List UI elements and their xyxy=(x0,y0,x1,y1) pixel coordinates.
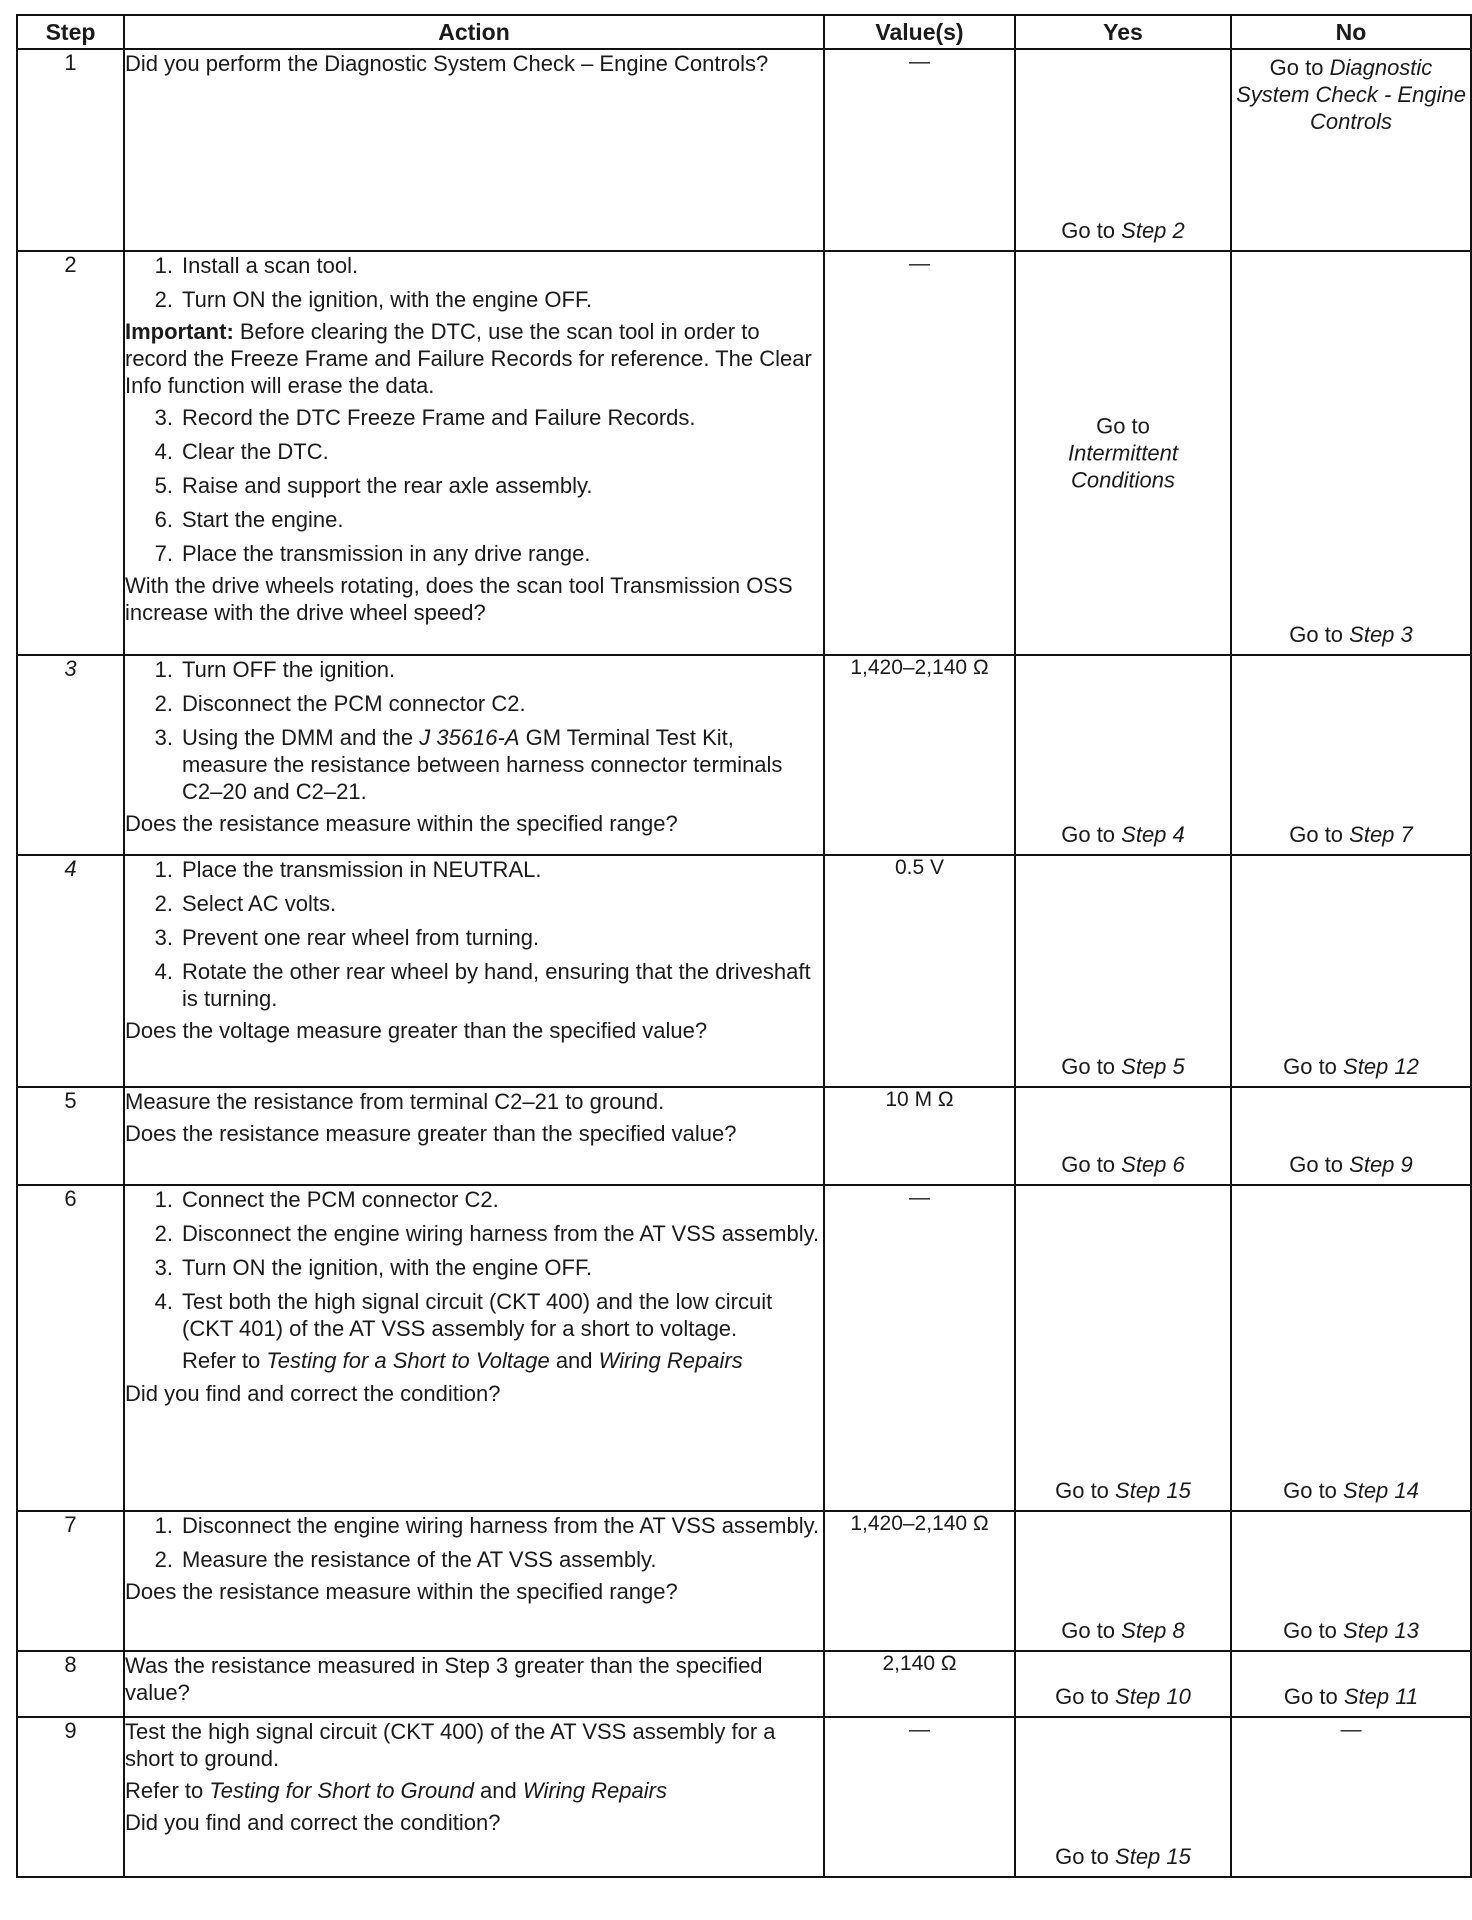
yes-link[interactable]: Step 2 xyxy=(1121,218,1185,243)
action-step: 1. Place the transmission in NEUTRAL. xyxy=(154,857,542,882)
step-number: 9 xyxy=(17,1717,124,1877)
action-step: 1. Connect the PCM connector C2. xyxy=(154,1187,499,1212)
no-cell xyxy=(1231,655,1471,855)
yes-prefix: Go to xyxy=(1061,1152,1122,1177)
action-instruction: Test the high signal circuit (CKT 400) of the AT VSS assembly for a short to ground. xyxy=(125,1719,776,1771)
action-step: 2. Select AC volts. xyxy=(154,891,337,916)
table-row xyxy=(17,251,1471,655)
no-cell xyxy=(1231,1651,1471,1717)
action-question: Did you find and correct the condition? xyxy=(125,1381,501,1406)
no-prefix: Go to xyxy=(1289,1152,1350,1177)
value-cell: 0.5 V xyxy=(824,855,1015,1087)
action-cell xyxy=(124,1511,824,1651)
step-number: 8 xyxy=(17,1651,124,1717)
action-step: 3. Record the DTC Freeze Frame and Failure Records. xyxy=(154,405,696,430)
step-number: 3 xyxy=(17,655,124,855)
action-step: 4. Rotate the other rear wheel by hand, ensuring that the driveshaft is turning. xyxy=(154,959,811,1011)
value-cell: — xyxy=(824,1717,1015,1877)
action-cell xyxy=(124,1185,824,1511)
action-steps xyxy=(125,404,823,567)
yes-link[interactable]: Step 4 xyxy=(1121,822,1185,847)
yes-link[interactable]: Step 6 xyxy=(1121,1152,1185,1177)
action-step: 3. Prevent one rear wheel from turning. xyxy=(154,925,540,950)
yes-cell xyxy=(1015,1511,1231,1651)
action-cell xyxy=(124,1651,824,1717)
no-cell xyxy=(1231,855,1471,1087)
yes-cell xyxy=(1015,49,1231,251)
action-instruction: Measure the resistance from terminal C2–21 to ground. xyxy=(125,1089,665,1114)
no-link[interactable]: Step 13 xyxy=(1343,1618,1419,1643)
table-row xyxy=(17,1185,1471,1511)
header-action: Action xyxy=(124,15,824,49)
action-step: 4. Clear the DTC. xyxy=(154,439,329,464)
action-step: 1. Disconnect the engine wiring harness from the AT VSS assembly. xyxy=(154,1513,820,1538)
action-question: Was the resistance measured in Step 3 greater than the specified value? xyxy=(125,1653,763,1705)
yes-link[interactable]: Step 15 xyxy=(1115,1478,1191,1503)
no-link[interactable]: Diagnostic System Check - Engine Controls xyxy=(1236,55,1466,134)
action-step: 3. Using the DMM and the J 35616-A GM Terminal Test Kit, measure the resistance between harness connector terminals C2–20 and C2–21. xyxy=(154,725,783,804)
no-prefix: Go to xyxy=(1283,1478,1344,1503)
no-prefix: Go to xyxy=(1289,622,1350,647)
action-step: 3. Turn ON the ignition, with the engine OFF. xyxy=(154,1255,593,1280)
yes-prefix: Go to xyxy=(1055,1844,1116,1869)
yes-prefix: Go to xyxy=(1055,1684,1116,1709)
yes-prefix: Go to xyxy=(1061,1054,1122,1079)
value-cell: 1,420–2,140 Ω xyxy=(824,655,1015,855)
action-step: 7. Place the transmission in any drive range. xyxy=(154,541,591,566)
no-cell: — xyxy=(1231,1717,1471,1877)
no-prefix: Go to xyxy=(1283,1054,1344,1079)
value-cell: 1,420–2,140 Ω xyxy=(824,1511,1015,1651)
no-cell xyxy=(1231,1087,1471,1185)
yes-prefix: Go to xyxy=(1061,822,1122,847)
no-cell xyxy=(1231,251,1471,655)
yes-prefix: Go to xyxy=(1061,218,1122,243)
action-step: 2. Measure the resistance of the AT VSS assembly. xyxy=(154,1547,657,1572)
yes-link[interactable]: Step 10 xyxy=(1115,1684,1191,1709)
header-values: Value(s) xyxy=(824,15,1015,49)
action-cell xyxy=(124,655,824,855)
action-steps xyxy=(125,1186,823,1342)
no-prefix: Go to xyxy=(1269,55,1330,80)
step-number: 6 xyxy=(17,1185,124,1511)
action-step: 2. Turn ON the ignition, with the engine OFF. xyxy=(154,287,593,312)
table-row xyxy=(17,49,1471,251)
refer-link[interactable]: Wiring Repairs xyxy=(522,1778,667,1803)
value-cell: — xyxy=(824,251,1015,655)
yes-cell xyxy=(1015,855,1231,1087)
no-prefix: Go to xyxy=(1289,822,1350,847)
step-number: 7 xyxy=(17,1511,124,1651)
action-question: Does the resistance measure within the specified range? xyxy=(125,1579,678,1604)
no-link[interactable]: Step 12 xyxy=(1343,1054,1419,1079)
value-cell: — xyxy=(824,1185,1015,1511)
no-link[interactable]: Step 11 xyxy=(1343,1684,1419,1709)
action-steps xyxy=(125,252,823,313)
table-row xyxy=(17,655,1471,855)
yes-prefix: Go to xyxy=(1096,413,1150,439)
yes-cell xyxy=(1015,1185,1231,1511)
header-no: No xyxy=(1231,15,1471,49)
no-link[interactable]: Step 9 xyxy=(1349,1152,1413,1177)
yes-prefix: Go to xyxy=(1061,1618,1122,1643)
action-steps xyxy=(125,856,823,1012)
table-row xyxy=(17,1511,1471,1651)
no-prefix: Go to xyxy=(1283,1618,1344,1643)
action-question: Does the voltage measure greater than the specified value? xyxy=(125,1018,708,1043)
yes-cell xyxy=(1015,1651,1231,1717)
no-cell xyxy=(1231,1511,1471,1651)
no-cell xyxy=(1231,49,1471,251)
diagnostic-table-page xyxy=(16,14,1470,1874)
no-cell xyxy=(1231,1185,1471,1511)
action-question: Does the resistance measure greater than the specified value? xyxy=(125,1121,737,1146)
action-cell xyxy=(124,1717,824,1877)
action-cell xyxy=(124,251,824,655)
no-link[interactable]: Step 14 xyxy=(1343,1478,1419,1503)
action-question: Does the resistance measure within the specified range? xyxy=(125,811,678,836)
action-question: Did you find and correct the condition? xyxy=(125,1810,501,1835)
action-step: 4. Test both the high signal circuit (CKT 400) and the low circuit (CKT 401) of the AT VSS assembly for a short to voltage. xyxy=(154,1289,773,1341)
header-step: Step xyxy=(17,15,124,49)
table-row xyxy=(17,1651,1471,1717)
yes-link[interactable]: Step 5 xyxy=(1121,1054,1185,1079)
action-cell xyxy=(124,1087,824,1185)
action-question: With the drive wheels rotating, does the scan tool Transmission OSS increase with the drive wheel speed? xyxy=(125,573,793,625)
table-row xyxy=(17,855,1471,1087)
action-steps xyxy=(125,1512,823,1573)
refer-note: Refer to Testing for a Short to Voltage and Wiring Repairs xyxy=(182,1348,743,1373)
action-steps xyxy=(125,656,823,805)
action-step: 6. Start the engine. xyxy=(154,507,344,532)
action-step: 2. Disconnect the PCM connector C2. xyxy=(154,691,526,716)
refer-note: Refer to Testing for Short to Ground and Wiring Repairs xyxy=(125,1778,667,1803)
refer-link[interactable]: Testing for Short to Ground xyxy=(209,1778,474,1803)
table-row xyxy=(17,1717,1471,1877)
value-cell: — xyxy=(824,49,1015,251)
action-step: 1. Turn OFF the ignition. xyxy=(154,657,396,682)
value-cell: 10 M Ω xyxy=(824,1087,1015,1185)
step-number: 4 xyxy=(17,855,124,1087)
yes-cell xyxy=(1015,251,1231,655)
action-question: Did you perform the Diagnostic System Check – Engine Controls? xyxy=(125,51,769,76)
refer-link[interactable]: Testing for a Short to Voltage xyxy=(266,1348,550,1373)
action-cell xyxy=(124,855,824,1087)
action-step: 5. Raise and support the rear axle assembly. xyxy=(154,473,593,498)
action-step: 2. Disconnect the engine wiring harness from the AT VSS assembly. xyxy=(154,1221,820,1246)
no-prefix: Go to xyxy=(1283,1684,1344,1709)
no-link[interactable]: Step 3 xyxy=(1349,622,1413,647)
value-cell: 2,140 Ω xyxy=(824,1651,1015,1717)
header-yes: Yes xyxy=(1015,15,1231,49)
refer-link[interactable]: Wiring Repairs xyxy=(598,1348,743,1373)
yes-link[interactable]: Intermittent Conditions xyxy=(1067,440,1179,493)
yes-prefix: Go to xyxy=(1055,1478,1116,1503)
table-row xyxy=(17,1087,1471,1185)
yes-cell xyxy=(1015,1717,1231,1877)
tool-reference: J 35616-A xyxy=(419,725,520,750)
yes-cell xyxy=(1015,1087,1231,1185)
important-note: Important: Before clearing the DTC, use the scan tool in order to record the Freeze Frame and Failure Records for reference. The Clear Info function will erase the data. xyxy=(125,319,812,398)
table-header-row xyxy=(17,15,1471,49)
step-number: 2 xyxy=(17,251,124,655)
diagnostic-table xyxy=(16,14,1472,1878)
yes-cell xyxy=(1015,655,1231,855)
step-number: 5 xyxy=(17,1087,124,1185)
yes-link[interactable]: Step 15 xyxy=(1115,1844,1191,1869)
action-cell xyxy=(124,49,824,251)
yes-link[interactable]: Step 8 xyxy=(1121,1618,1185,1643)
step-number: 1 xyxy=(17,49,124,251)
no-link[interactable]: Step 7 xyxy=(1349,822,1413,847)
action-step: 1. Install a scan tool. xyxy=(154,253,359,278)
